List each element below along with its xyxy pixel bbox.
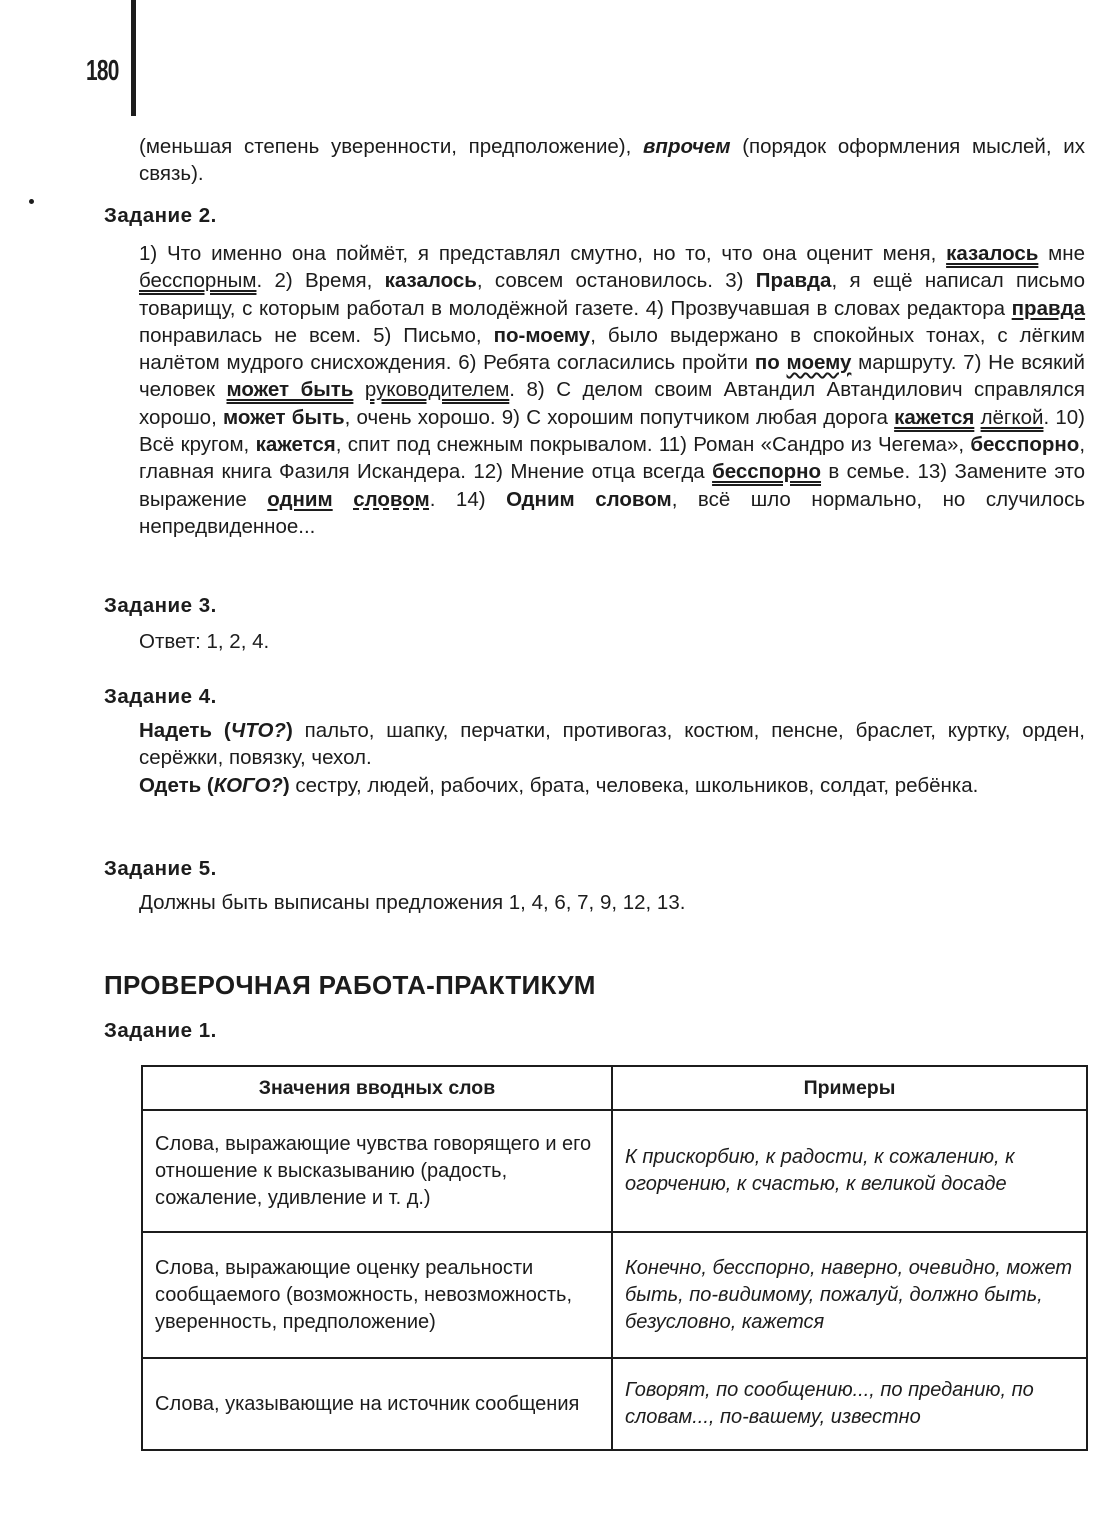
introductory-words-table	[141, 1065, 1088, 1451]
word-besspornym: бесспорным	[139, 269, 257, 293]
word-rukovoditelem: руководителем	[364, 378, 510, 402]
word-odnim: одним	[267, 487, 333, 511]
word-po: по	[754, 351, 780, 375]
task4-heading: Задание 4.	[104, 685, 217, 708]
task5-heading: Задание 5.	[104, 857, 217, 880]
table-row	[142, 1358, 1087, 1450]
word-mozhet-byt-intro: может быть	[223, 405, 345, 429]
task4-nadet-paragraph: Надеть (ЧТО?) пальто, шапку, перчатки, противогаз, костюм, пенсне, браслет, куртку, орден, серёжки, повязку, чехол.	[139, 719, 1086, 770]
word-moemu: моему	[786, 351, 852, 375]
task3-answer: Ответ: 1, 2, 4.	[139, 630, 270, 653]
word-mozhet-byt-predicate: может быть	[226, 378, 354, 402]
word-pravda-subject: правда	[1011, 296, 1085, 320]
word-kazalos-subject: казалось	[946, 242, 1039, 265]
word-pravda-intro: Правда	[755, 269, 832, 293]
word-kazhetsya-predicate: кажется	[894, 405, 975, 429]
practicum-task1-heading: Задание 1.	[104, 1019, 217, 1042]
task2-heading: Задание 2.	[104, 204, 217, 227]
word-pomoemu-intro: по-моему	[493, 323, 591, 347]
task5-text: Должны быть выписаны предложения 1, 4, 6, 7, 9, 12, 13.	[139, 891, 686, 914]
scan-speck	[29, 199, 34, 204]
table-cell-examples: Говорят, по сообщению..., по преданию, по словам..., по-вашему, известно	[612, 1358, 1087, 1450]
word-besspororno-predicate: бесспорно	[712, 460, 822, 484]
table-header-meanings: Значения вводных слов	[142, 1066, 612, 1110]
question-chto: ЧТО?	[230, 719, 286, 742]
task3-heading: Задание 3.	[104, 594, 217, 617]
word-besspororno-intro: бесспорно	[970, 433, 1080, 457]
continuation-paragraph: (меньшая степень уверенности, предположение), впрочем (порядок оформления мыслей, их связь).	[139, 135, 1085, 186]
task4-odet-paragraph: Одеть (КОГО?) сестру, людей, рабочих, брата, человека, школьников, солдат, ребёнка.	[139, 774, 979, 797]
question-kogo: КОГО?	[213, 774, 283, 797]
page-number: 180	[86, 55, 119, 87]
table-row	[142, 1110, 1087, 1232]
table-cell-examples: К прискорбию, к радости, к сожалению, к огорчению, к счастью, к великой досаде	[612, 1110, 1087, 1232]
table-row	[142, 1232, 1087, 1358]
task2-paragraph: 1) Что именно она поймёт, я представлял смутно, но то, что она оценит меня, казалось мне бесспорным. 2) Время, казалось, совсем остановилось. 3) Правда, я ещё написал письмо товарищу, с которым работал в молодёжной газете. 4) Прозвучавшая в словах редактора правда понравилась не всем. 5) Письмо, по-моему, было выдержано в спокойных тонах, с лёгким налётом мудрого снисхождения. 6) Ребята согласились пройти по моему маршруту. 7) Не всякий человек может быть руководителем. 8) С делом своим Автандил Автандилович справлялся хорошо, может быть, очень хорошо. 9) С хорошим попутчиком любая дорога кажется лёгкой. 10) Всё кругом, кажется, спит под снежным покрывалом. 11) Роман «Сандро из Чегема», бесспорно, главная книга Фазиля Искандера. 12) Мнение отца всегда бесспорно в семье. 13) Замените это выражение одним словом. 14) Одним словом, всё шло нормально, но случилось непредвиденное...	[139, 242, 1086, 538]
table-header-examples: Примеры	[612, 1066, 1087, 1110]
table-cell-meaning: Слова, выражающие чувства говорящего и его отношение к высказыванию (радость, сожаление, удивление и т. д.)	[142, 1110, 612, 1232]
page-margin-bar	[131, 0, 136, 116]
table-cell-examples: Конечно, бесспорно, наверно, очевидно, может быть, по-видимому, пожалуй, должно быть, безусловно, кажется	[612, 1232, 1087, 1358]
word-odnim-slovom-intro: Одним словом	[506, 487, 672, 511]
vprochem-word: впрочем	[643, 135, 731, 158]
word-kazalos-intro: казалось	[384, 269, 477, 293]
word-slovom: словом	[353, 487, 430, 511]
table-cell-meaning: Слова, выражающие оценку реальности сообщаемого (возможность, невозможность, уверенность, предположение)	[142, 1232, 612, 1358]
practicum-heading: ПРОВЕРОЧНАЯ РАБОТА-ПРАКТИКУМ	[104, 970, 596, 1000]
table-cell-meaning: Слова, указывающие на источник сообщения	[142, 1358, 612, 1450]
word-kazhetsya-intro: кажется	[255, 433, 336, 457]
word-legkoy: лёгкой	[980, 405, 1044, 429]
table-header-row	[142, 1066, 1087, 1110]
